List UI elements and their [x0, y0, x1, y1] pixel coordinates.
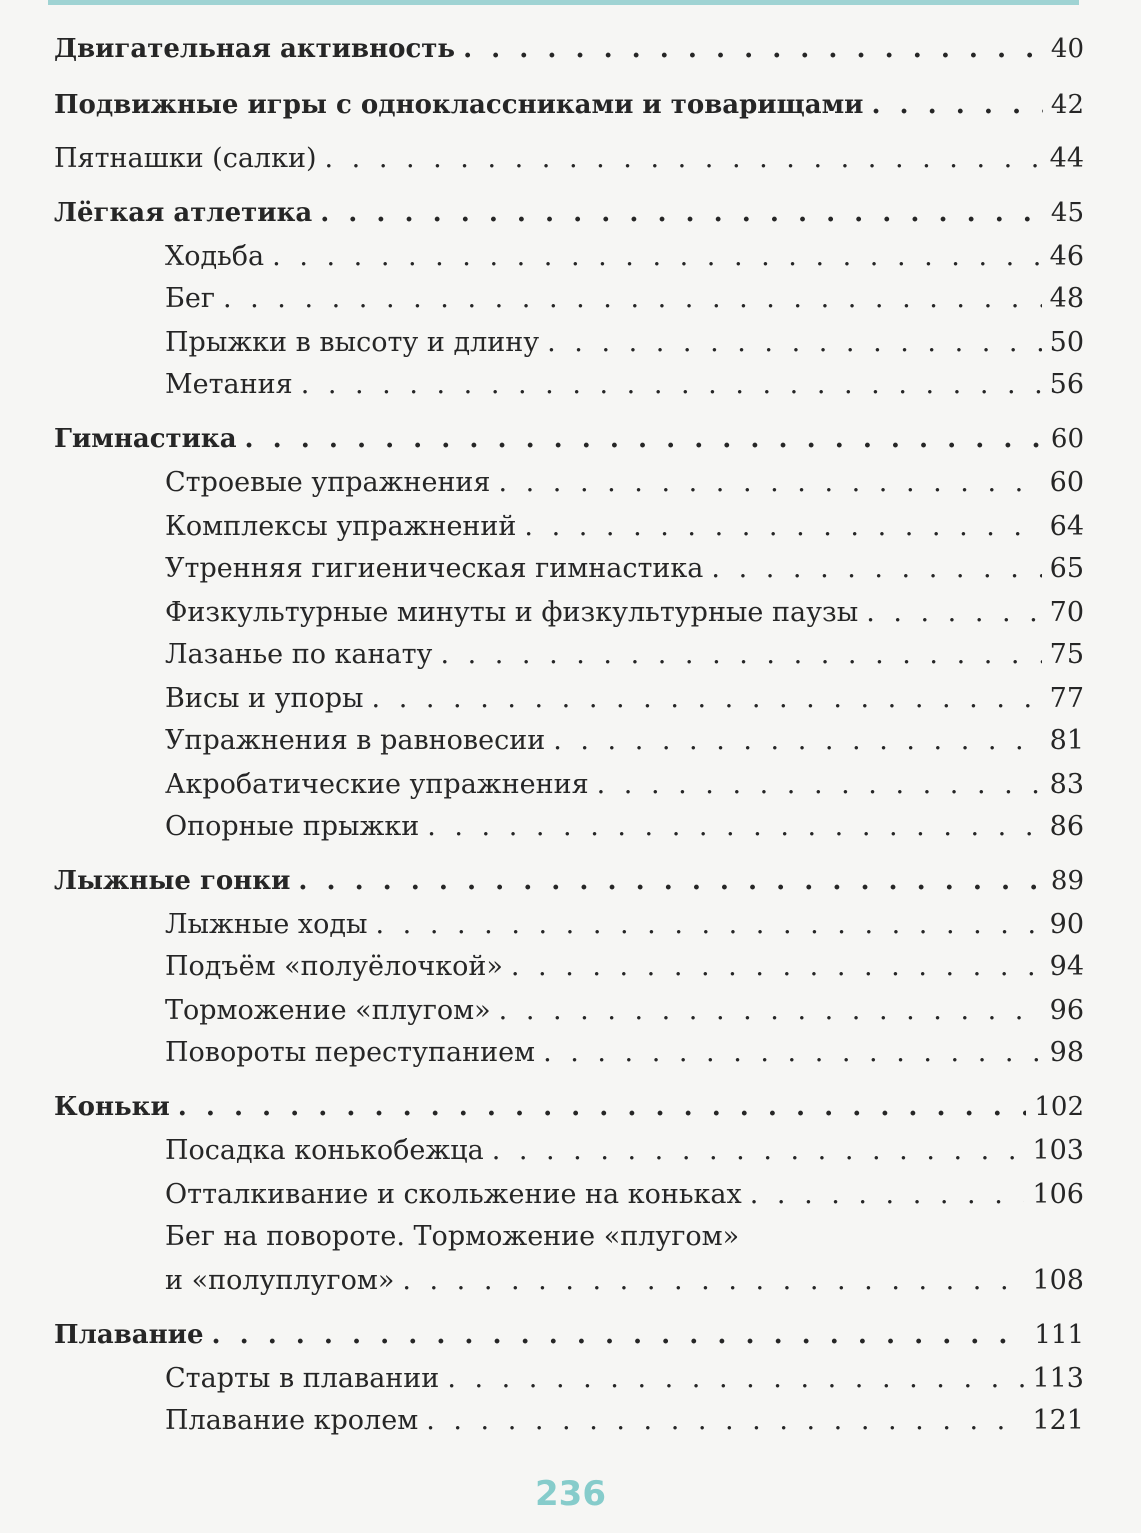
- toc-entry-title: и «полуплугом»: [165, 1265, 395, 1296]
- toc-entry-page: 89: [1050, 866, 1084, 896]
- toc-section[interactable]: [54, 192, 1084, 230]
- dot-leader: [320, 196, 1043, 230]
- toc-entry-page: 60: [1049, 467, 1084, 498]
- toc-entry-page: 77: [1049, 683, 1084, 714]
- toc-entry-title: Плавание: [54, 1320, 204, 1350]
- toc-subsection[interactable]: [54, 1400, 1084, 1438]
- toc-subsection[interactable]: [54, 990, 1084, 1028]
- dot-leader: [223, 282, 1042, 316]
- toc-entry-title: Подвижные игры с одноклассниками и товарищами: [54, 90, 864, 120]
- toc-entry-title: Комплексы упражнений: [165, 511, 517, 542]
- toc-entry-title: Торможение «плугом»: [165, 995, 491, 1026]
- toc-entry-page: 46: [1049, 241, 1084, 272]
- toc-entry-title: Подъём «полуёлочкой»: [165, 951, 503, 982]
- dot-leader: [324, 142, 1041, 176]
- toc-entry-title: Бег: [165, 283, 215, 314]
- dot-leader: [511, 950, 1042, 984]
- toc-entry-title: Гимнастика: [54, 424, 237, 454]
- toc-entry-page: 90: [1049, 909, 1084, 940]
- toc-entry-page: 40: [1050, 34, 1084, 64]
- toc-entry-title: Физкультурные минуты и физкультурные паузы: [165, 597, 859, 628]
- dot-leader: [440, 638, 1041, 672]
- toc-entry-page: 65: [1049, 553, 1084, 584]
- toc-entry-title: Лёгкая атлетика: [54, 198, 313, 228]
- toc-entry-page: 102: [1034, 1092, 1084, 1122]
- dot-leader: [376, 908, 1042, 942]
- toc-entry-title: Висы и упоры: [165, 683, 364, 714]
- toc-subsection[interactable]: [54, 462, 1084, 500]
- dot-leader: [372, 682, 1042, 716]
- dot-leader: [301, 368, 1042, 402]
- toc-section[interactable]: [54, 860, 1084, 898]
- dot-leader: [212, 1318, 1027, 1352]
- toc-subsection[interactable]: [54, 364, 1084, 402]
- toc-entry-page: 48: [1049, 283, 1084, 314]
- toc-entry-page: 70: [1049, 597, 1084, 628]
- toc-entry-page: 96: [1049, 995, 1084, 1026]
- toc-entry-page: 106: [1032, 1179, 1084, 1210]
- toc-entry-page: 83: [1049, 769, 1084, 800]
- toc-entry-page: 108: [1032, 1265, 1084, 1296]
- page-number: 236: [535, 1474, 606, 1514]
- toc-entry-title: Утренняя гигиеническая гимнастика: [165, 553, 704, 584]
- toc-entry-title: Отталкивание и скольжение на коньках: [165, 1179, 742, 1210]
- dot-leader: [524, 510, 1041, 544]
- toc-entry-page: 60: [1050, 424, 1084, 454]
- dot-leader: [711, 552, 1041, 586]
- dot-leader: [871, 88, 1042, 122]
- toc-entry-title: Опорные прыжки: [165, 811, 420, 842]
- toc-entry-title: Коньки: [54, 1092, 170, 1122]
- toc-subsection[interactable]: [54, 1032, 1084, 1070]
- toc-subsection[interactable]: [54, 1174, 1084, 1212]
- toc-entry-page: 103: [1032, 1135, 1084, 1166]
- dot-leader: [499, 994, 1042, 1028]
- dot-leader: [298, 864, 1043, 898]
- toc-subsection[interactable]: [54, 322, 1084, 360]
- dot-leader: [178, 1090, 1027, 1124]
- dot-leader: [426, 1404, 1024, 1438]
- toc-entry-page: 64: [1049, 511, 1084, 542]
- toc-subsection[interactable]: [54, 236, 1084, 274]
- toc-subsection[interactable]: [54, 946, 1084, 984]
- dot-leader: [245, 422, 1043, 456]
- dot-leader: [492, 1134, 1025, 1168]
- toc-subsection[interactable]: [54, 1260, 1084, 1298]
- toc-subsection[interactable]: [54, 548, 1084, 586]
- toc-subsection[interactable]: [54, 634, 1084, 672]
- toc-subsection[interactable]: [54, 1130, 1084, 1168]
- toc-entry-page: 121: [1032, 1405, 1084, 1436]
- toc-entry-title: Прыжки в высоту и длину: [165, 327, 540, 358]
- top-rule: [48, 0, 1079, 5]
- dot-leader: [463, 32, 1043, 66]
- toc-entry-page: 94: [1049, 951, 1084, 982]
- toc-entry-page: 86: [1049, 811, 1084, 842]
- toc-entry-page: 98: [1049, 1037, 1084, 1068]
- toc-entry-page: 113: [1032, 1363, 1084, 1394]
- toc-entry-page: 111: [1034, 1320, 1084, 1350]
- dot-leader: [272, 240, 1041, 274]
- toc-entry-title: Посадка конькобежца: [165, 1135, 484, 1166]
- dot-leader: [498, 466, 1041, 500]
- dot-leader: [553, 724, 1041, 758]
- toc-entry-title: Старты в плавании: [165, 1363, 440, 1394]
- toc-subsection[interactable]: [54, 764, 1084, 802]
- toc-subsection[interactable]: [54, 904, 1084, 942]
- toc-entry-title: Метания: [165, 369, 293, 400]
- toc-section[interactable]: [54, 84, 1084, 122]
- toc-entry-title: Акробатические упражнения: [165, 769, 589, 800]
- toc-entry-title-line: Бег на повороте. Торможение «плугом»: [165, 1221, 740, 1252]
- toc-section[interactable]: [54, 1314, 1084, 1352]
- toc-entry-title: Лыжные ходы: [165, 909, 368, 940]
- toc-entry-page: 50: [1049, 327, 1084, 358]
- toc-section[interactable]: [54, 28, 1084, 66]
- toc-entry-page: 45: [1050, 198, 1084, 228]
- toc-entry-page: 56: [1049, 369, 1084, 400]
- toc-entry-title: Ходьба: [165, 241, 265, 272]
- toc-subsection[interactable]: [54, 592, 1084, 630]
- dot-leader: [427, 810, 1041, 844]
- dot-leader: [402, 1264, 1024, 1298]
- toc-entry-title: Плавание кролем: [165, 1405, 419, 1436]
- toc-entry-page: 75: [1049, 639, 1084, 670]
- dot-leader: [597, 768, 1042, 802]
- toc-subsection[interactable]: [54, 678, 1084, 716]
- dot-leader: [447, 1362, 1024, 1396]
- toc-entry-title: Пятнашки (салки): [54, 143, 317, 174]
- toc-subsection[interactable]: [54, 506, 1084, 544]
- toc-subsection[interactable]: [54, 720, 1084, 758]
- toc-entry-page: 81: [1049, 725, 1084, 756]
- toc-entry-title: Повороты переступанием: [165, 1037, 536, 1068]
- toc-section[interactable]: [54, 138, 1084, 176]
- toc-entry-title: Лыжные гонки: [54, 866, 291, 896]
- toc-entry-page: 42: [1050, 90, 1084, 120]
- toc-entry-page: 44: [1049, 143, 1084, 174]
- toc-section[interactable]: [54, 1086, 1084, 1124]
- toc-subsection[interactable]: [54, 806, 1084, 844]
- dot-leader: [543, 1036, 1042, 1070]
- toc-subsection[interactable]: [54, 278, 1084, 316]
- dot-leader: [547, 326, 1042, 360]
- dot-leader: [866, 596, 1041, 630]
- toc-subsection[interactable]: [54, 1358, 1084, 1396]
- toc-entry-title: Лазанье по канату: [165, 639, 433, 670]
- toc-entry-title: Строевые упражнения: [165, 467, 491, 498]
- toc-entry-title: Упражнения в равновесии: [165, 725, 546, 756]
- dot-leader: [750, 1178, 1025, 1212]
- toc-section[interactable]: [54, 418, 1084, 456]
- toc-entry-title: Двигательная активность: [54, 34, 456, 64]
